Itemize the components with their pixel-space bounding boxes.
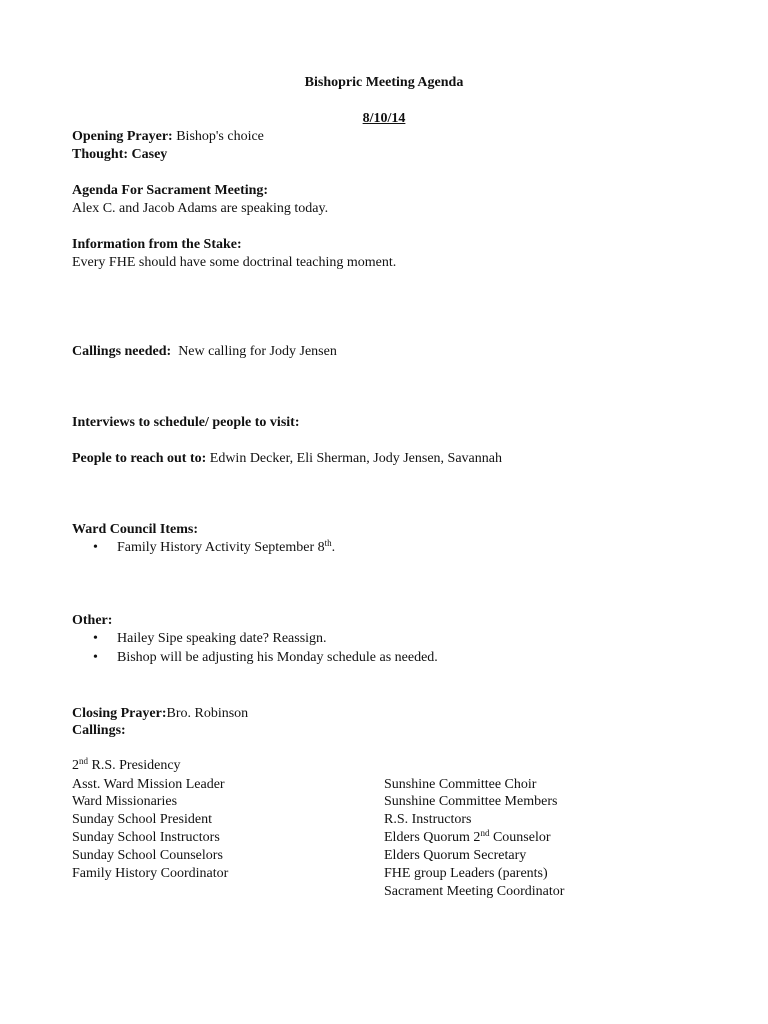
calling-left: Family History Coordinator	[72, 866, 229, 881]
calling-right: Sunshine Committee Choir	[384, 777, 537, 792]
calling-right: Elders Quorum Secretary	[384, 848, 527, 863]
calling-rs-presidency	[72, 757, 181, 775]
reach-out-label: People to reach out to:	[72, 451, 207, 466]
reach-out	[72, 450, 502, 468]
page-title: Bishopric Meeting Agenda	[304, 75, 464, 90]
opening-prayer	[72, 128, 264, 146]
calling-left: Ward Missionaries	[72, 794, 178, 809]
calling-right: Sacrament Meeting Coordinator	[384, 884, 565, 899]
other-item: Bishop will be adjusting his Monday schedule as needed.	[117, 650, 438, 665]
other-item: Hailey Sipe speaking date? Reassign.	[117, 631, 327, 646]
callings-needed	[72, 343, 337, 361]
bullet-icon: •	[93, 631, 98, 646]
ward-council-item-sup: th	[324, 538, 332, 548]
meeting-date: 8/10/14	[362, 111, 406, 126]
calling-right: FHE group Leaders (parents)	[384, 866, 548, 881]
calling-left: Sunday School President	[72, 812, 212, 827]
calling-text: R.S. Presidency	[88, 758, 181, 773]
calling-right: Sunshine Committee Members	[384, 794, 558, 809]
closing-prayer-value: Bro. Robinson	[166, 706, 249, 721]
calling-number: 2	[72, 758, 79, 773]
calling-left: Asst. Ward Mission Leader	[72, 777, 225, 792]
calling-sup: nd	[480, 828, 490, 838]
thought-value: Casey	[131, 147, 168, 162]
ward-council-item-text: Family History Activity September 8	[117, 540, 325, 555]
calling-text: Counselor	[489, 830, 551, 845]
closing-prayer-label: Closing Prayer:	[72, 706, 167, 721]
bullet-icon: •	[93, 540, 98, 555]
calling-text: Elders Quorum 2	[384, 830, 481, 845]
callings-needed-label: Callings needed:	[72, 344, 172, 359]
calling-right: R.S. Instructors	[384, 812, 472, 827]
callings-needed-value: New calling for Jody Jensen	[178, 344, 337, 359]
ward-council-item-end: .	[331, 540, 336, 555]
sacrament-heading: Agenda For Sacrament Meeting:	[72, 183, 269, 198]
bullet-icon: •	[93, 650, 98, 665]
callings-heading: Callings:	[72, 723, 126, 738]
reach-out-value: Edwin Decker, Eli Sherman, Jody Jensen, Savannah	[209, 451, 502, 466]
calling-left: Sunday School Instructors	[72, 830, 220, 845]
calling-left: Sunday School Counselors	[72, 848, 223, 863]
ward-council-heading: Ward Council Items:	[72, 522, 198, 537]
calling-sup: nd	[79, 756, 88, 766]
closing-prayer	[72, 705, 248, 723]
thought-label: Thought:	[72, 147, 129, 162]
opening-prayer-value: Bishop's choice	[176, 129, 264, 144]
sacrament-text: Alex C. and Jacob Adams are speaking today.	[72, 201, 329, 216]
other-heading: Other:	[72, 613, 113, 628]
opening-prayer-label: Opening Prayer:	[72, 129, 173, 144]
stake-text: Every FHE should have some doctrinal teaching moment.	[72, 255, 397, 270]
ward-council-item	[117, 539, 335, 557]
thought	[72, 146, 167, 164]
calling-elders-counselor	[384, 829, 551, 847]
stake-heading: Information from the Stake:	[72, 237, 242, 252]
interviews-heading: Interviews to schedule/ people to visit:	[72, 415, 300, 430]
